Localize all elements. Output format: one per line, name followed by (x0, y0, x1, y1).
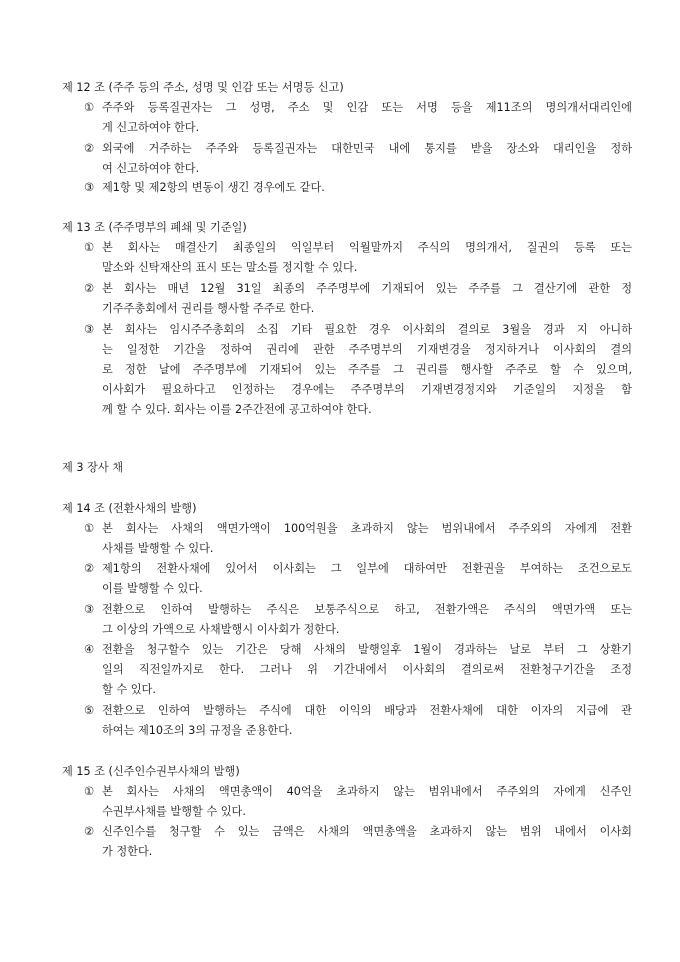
item-number: ① (84, 101, 95, 114)
item-number: ② (84, 282, 95, 295)
article-14-item-1 (84, 519, 632, 559)
item-text-line: 제1항 및 제2항의 변동이 생긴 경우에도 같다. (102, 181, 325, 194)
item-text-line: 기주주총회에서 권리를 행사할 주주로 한다. (102, 302, 315, 315)
item-text-line: 본 회사는 매결산기 최종일의 익일부터 익월말까지 주식의 명의개서, 질권의 등록 또는 (102, 241, 632, 254)
item-text-line: 이를 발행할 수 있다. (102, 582, 203, 595)
item-text-line: 게 신고하여야 한다. (102, 121, 200, 134)
article-13-item-3 (84, 320, 632, 420)
article-14-item-5 (84, 701, 632, 741)
item-number: ② (84, 142, 95, 155)
article-12-heading: 제 12 조 (주주 등의 주소, 성명 및 인감 또는 서명등 신고) (62, 81, 344, 94)
article-12-item-2 (84, 139, 632, 179)
item-text-line: 외국에 거주하는 주주와 등록질권자는 대한민국 내에 통지를 받을 장소와 대리인을 정하 (102, 142, 632, 155)
item-text-line: 일의 직전일까지로 한다. 그러나 위 기간내에서 이사회의 결의로써 전환청구기간을 조정 (102, 663, 632, 676)
article-14-item-4 (84, 640, 632, 700)
item-text-line: 말소와 신탁재산의 표시 또는 말소를 정지할 수 있다. (102, 261, 358, 274)
item-text-line: 하여는 제10조의 3의 규정을 준용한다. (102, 724, 293, 737)
item-text-line: 할 수 있다. (102, 683, 156, 696)
item-text-line: 께 할 수 있다. 회사는 이를 2주간전에 공고하여야 한다. (102, 403, 372, 416)
item-text-line: 수권부사채를 발행할 수 있다. (102, 805, 246, 818)
article-15-heading: 제 15 조 (신주인수권부사채의 발행) (62, 765, 240, 778)
item-text-line: 전환으로 인하여 발행하는 주식은 보통주식으로 하고, 전환가액은 주식의 액면가액 또는 (102, 603, 632, 616)
item-text-line: 주주와 등록질권자는 그 성명, 주소 및 인감 또는 서명 등을 제11조의 명의개서대리인에 (102, 101, 632, 114)
item-text-line: 본 회사는 매년 12월 31일 최종의 주주명부에 기재되어 있는 주주를 그 결산기에 관한 정 (102, 282, 632, 295)
item-number: ② (84, 825, 95, 838)
article-15-item-2 (84, 822, 632, 862)
item-text-line: 사채를 발행할 수 있다. (102, 542, 214, 555)
item-text-line: 본 회사는 임시주주총회의 소집 기타 필요한 경우 이사회의 결의로 3월을 경과 지 아니하 (102, 323, 632, 336)
item-text-line: 신주인수를 청구할 수 있는 금액은 사채의 액면총액을 초과하지 않는 범위 내에서 이사회 (102, 825, 632, 838)
item-text-line: 전환을 청구할수 있는 기간은 당해 사채의 발행일후 1월이 경과하는 날로 부터 그 상환기 (102, 643, 632, 656)
chapter-3-heading: 제 3 장사 채 (62, 461, 124, 474)
item-number: ③ (84, 603, 95, 616)
article-13-item-2 (84, 279, 632, 319)
item-number: ① (84, 785, 95, 798)
article-12-item-3 (84, 178, 632, 198)
article-14-item-3 (84, 600, 632, 640)
item-number: ③ (84, 323, 95, 336)
item-number: ① (84, 241, 95, 254)
article-15-item-1 (84, 782, 632, 822)
item-number: ③ (84, 181, 95, 194)
item-text-line: 이사회가 필요하다고 인정하는 경우에는 주주명부의 기재변경정지와 기준일의 지정을 함 (102, 383, 632, 396)
article-12-item-1 (84, 98, 632, 138)
item-text-line: 본 회사는 사채의 액면총액이 40억을 초과하지 않는 범위내에서 주주외의 자에게 신주인 (102, 785, 632, 798)
item-text-line: 전환으로 인하여 발행하는 주식에 대한 이익의 배당과 전환사채에 대한 이자의 지급에 관 (102, 704, 632, 717)
item-text-line: 는 일정한 기간을 정하여 권리에 관한 주주명부의 기재변경을 정지하거나 이사회의 결의 (102, 343, 632, 356)
item-text-line: 제1항의 전환사채에 있어서 이사회는 그 일부에 대하여만 전환권을 부여하는 조건으로도 (102, 562, 632, 575)
item-text-line: 그 이상의 가액으로 사채발행시 이사회가 정한다. (102, 623, 340, 636)
article-13-item-1 (84, 238, 632, 278)
item-number: ⑤ (84, 704, 95, 717)
item-text-line: 본 회사는 사채의 액면가액이 100억원을 초과하지 않는 범위내에서 주주외의 자에게 전환 (102, 522, 632, 535)
article-13-heading: 제 13 조 (주주명부의 폐쇄 및 기준일) (62, 221, 247, 234)
item-text-line: 여 신고하여야 한다. (102, 162, 200, 175)
item-number: ① (84, 522, 95, 535)
item-number: ④ (84, 643, 95, 656)
item-number: ② (84, 562, 95, 575)
item-text-line: 가 정한다. (102, 845, 153, 858)
article-14-item-2 (84, 559, 632, 599)
item-text-line: 로 정한 날에 주주명부에 기재되어 있는 주주를 그 권리를 행사할 주주로 할 수 있으며, (102, 363, 632, 376)
article-14-heading: 제 14 조 (전환사채의 발행) (62, 502, 197, 515)
